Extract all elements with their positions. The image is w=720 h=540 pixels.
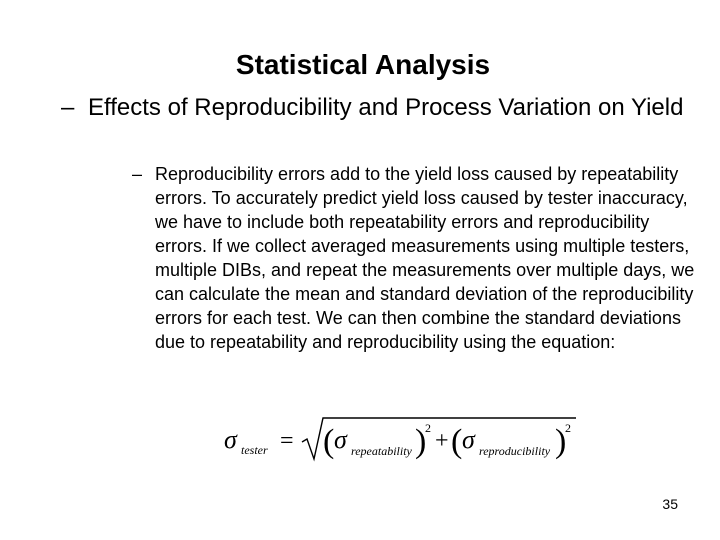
bullet-level-1 <box>61 93 701 123</box>
eq-exponent-2: 2 <box>565 421 571 435</box>
combined-sigma-equation <box>222 412 582 464</box>
eq-equals: = <box>280 428 294 454</box>
bullet-text: Effects of Reproducibility and Process Variation on Yield <box>88 94 684 121</box>
sub-bullet-text: Reproducibility errors add to the yield loss caused by repeatability errors. To accurately predict yield loss caused by tester inaccuracy, we have to include both repeatability errors and reproducibility errors. If we collect averaged measurements using multiple testers, multiple DIBs, and repeat the measurements over multiple days, we can calculate the mean and standard deviation of the reproducibility errors for each test. We can then combine the standard deviations due to repeatability and reproducibility using the equation: <box>155 164 695 352</box>
sub-bullet-dash: – <box>132 164 143 184</box>
eq-subscript-tester: tester <box>241 443 268 457</box>
eq-close-paren-2: ) <box>555 423 567 460</box>
eq-subscript-reproducibility: reproducibility <box>479 444 551 458</box>
eq-close-paren-1: ) <box>415 423 427 460</box>
page-number: 35 <box>662 496 678 512</box>
eq-sigma-2: σ <box>462 425 475 454</box>
eq-sigma-1: σ <box>334 425 347 454</box>
slide-title: Statistical Analysis <box>235 49 491 80</box>
eq-sigma-lhs: σ <box>224 425 237 454</box>
bullet-dash: – <box>61 94 75 121</box>
eq-subscript-repeatability: repeatability <box>351 444 412 458</box>
bullet-level-2 <box>132 162 702 354</box>
eq-open-paren-1: ( <box>323 423 335 460</box>
eq-plus: + <box>435 428 449 454</box>
eq-exponent-1: 2 <box>425 421 431 435</box>
eq-open-paren-2: ( <box>451 423 463 460</box>
